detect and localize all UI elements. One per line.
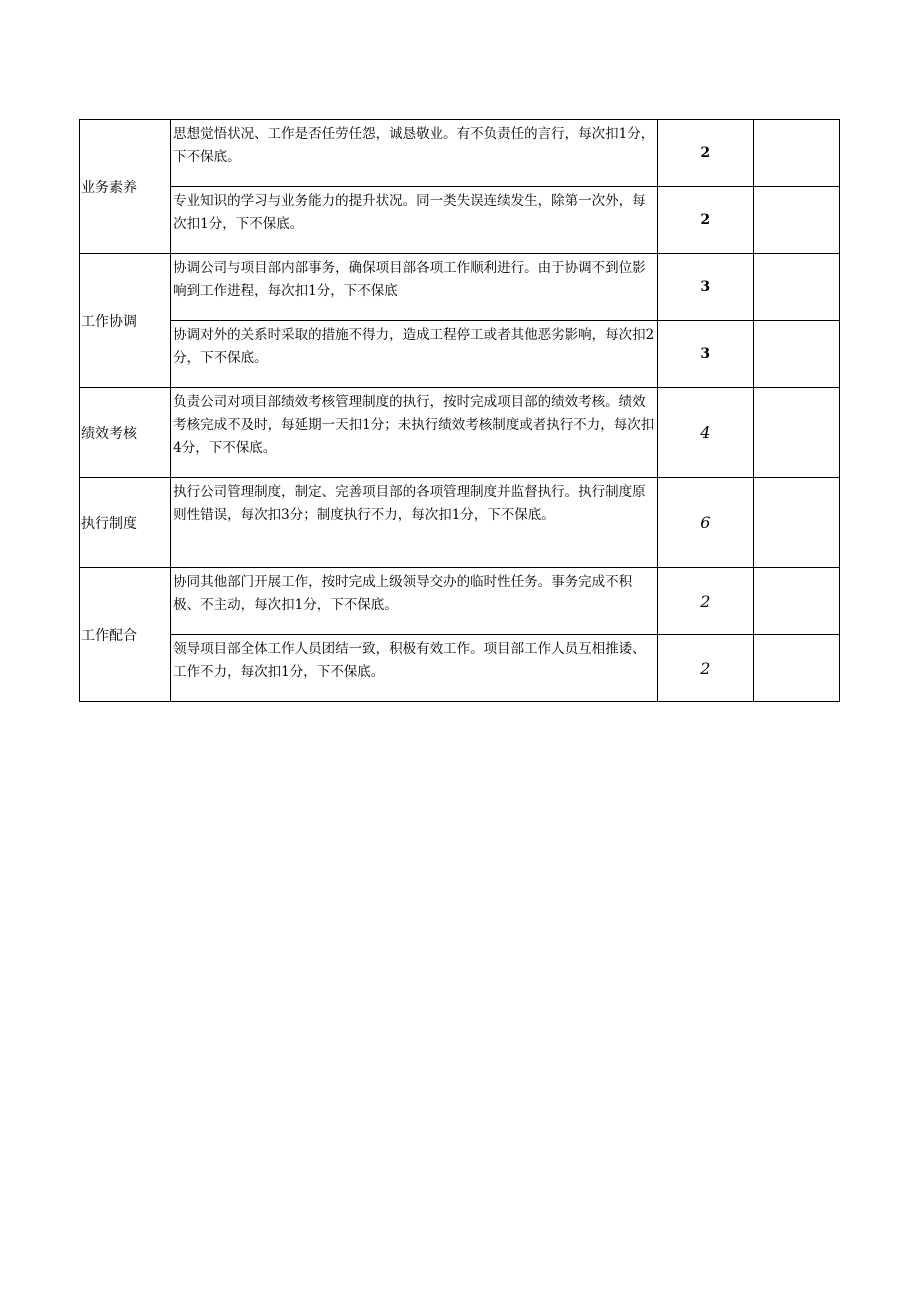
criteria-description: 专业知识的学习与业务能力的提升状况。同一类失误连续发生，除第一次外，每次扣1分，下不保底。 — [171, 187, 658, 254]
blank-cell — [753, 635, 839, 702]
score-cell: 4 — [657, 388, 753, 478]
blank-cell — [753, 568, 839, 635]
table-row — [80, 478, 840, 568]
table-row — [80, 635, 840, 702]
assessment-page — [79, 119, 840, 702]
score-cell: 2 — [657, 187, 753, 254]
table-row — [80, 321, 840, 388]
blank-cell — [753, 388, 839, 478]
category-cell: 工作配合 — [80, 568, 171, 702]
category-cell: 执行制度 — [80, 478, 171, 568]
criteria-description: 执行公司管理制度，制定、完善项目部的各项管理制度并监督执行。执行制度原则性错误，每次扣3分；制度执行不力，每次扣1分，下不保底。 — [171, 478, 658, 568]
blank-cell — [753, 478, 839, 568]
table-row — [80, 120, 840, 187]
criteria-description: 负责公司对项目部绩效考核管理制度的执行，按时完成项目部的绩效考核。绩效考核完成不及时，每延期一天扣1分；未执行绩效考核制度或者执行不力，每次扣4分，下不保底。 — [171, 388, 658, 478]
table-row — [80, 388, 840, 478]
score-cell: 2 — [657, 568, 753, 635]
criteria-description: 协同其他部门开展工作，按时完成上级领导交办的临时性任务。事务完成不积极、不主动，每次扣1分，下不保底。 — [171, 568, 658, 635]
category-cell: 绩效考核 — [80, 388, 171, 478]
table-row — [80, 187, 840, 254]
score-cell: 6 — [657, 478, 753, 568]
score-cell: 2 — [657, 635, 753, 702]
category-cell: 业务素养 — [80, 120, 171, 254]
criteria-description: 协调公司与项目部内部事务，确保项目部各项工作顺利进行。由于协调不到位影响到工作进程，每次扣1分，下不保底 — [171, 254, 658, 321]
category-cell: 工作协调 — [80, 254, 171, 388]
table-row — [80, 254, 840, 321]
score-cell: 2 — [657, 120, 753, 187]
criteria-description: 思想觉悟状况、工作是否任劳任怨，诚恳敬业。有不负责任的言行，每次扣1分，下不保底。 — [171, 120, 658, 187]
blank-cell — [753, 187, 839, 254]
blank-cell — [753, 321, 839, 388]
criteria-description: 协调对外的关系时采取的措施不得力，造成工程停工或者其他恶劣影响，每次扣2分，下不保底。 — [171, 321, 658, 388]
blank-cell — [753, 120, 839, 187]
criteria-description: 领导项目部全体工作人员团结一致，积极有效工作。项目部工作人员互相推诿、工作不力，每次扣1分，下不保底。 — [171, 635, 658, 702]
table-row — [80, 568, 840, 635]
blank-cell — [753, 254, 839, 321]
score-cell: 3 — [657, 254, 753, 321]
assessment-table — [79, 119, 840, 702]
score-cell: 3 — [657, 321, 753, 388]
